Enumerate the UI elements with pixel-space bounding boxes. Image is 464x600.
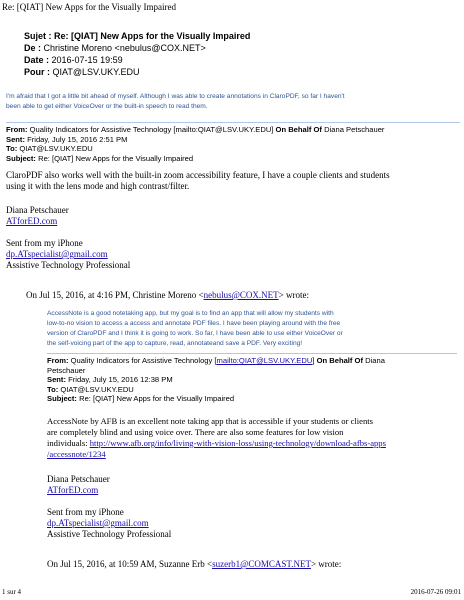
- from-label: De :: [24, 43, 42, 53]
- afb-link-cont[interactable]: /accessnote/1234: [47, 449, 106, 459]
- quote1-to: QIAT@LSV.UKY.EDU: [19, 144, 93, 153]
- quote2-to: QIAT@LSV.UKY.EDU: [60, 384, 134, 394]
- wrote1: On Jul 15, 2016, at 4:16 PM, Christine Moreno <nebulus@COX.NET> wrote:: [26, 290, 309, 300]
- quote2-sent: Friday, July 15, 2016 12:38 PM: [68, 375, 173, 384]
- quote2-on-behalf: On Behalf Of: [316, 356, 363, 365]
- sig2-site-link[interactable]: ATforED.com: [47, 485, 99, 495]
- quoted-line: the self-voicing part of the app to capture, read, annotateand save a PDF. Very exciting!: [47, 340, 303, 347]
- quote2-sent-label: Sent:: [47, 375, 66, 384]
- body1-line: ClaroPDF also works well with the built-in zoom accessibility feature, I have a couple clients and students: [6, 170, 390, 180]
- signature1: [6, 205, 130, 271]
- body1: [6, 170, 390, 192]
- signature2: [47, 474, 171, 540]
- sig2-title: Assistive Technology Professional: [47, 529, 172, 539]
- quote1-on-behalf: On Behalf Of: [275, 125, 322, 134]
- page-number: 1 sur 4: [2, 588, 22, 596]
- sig1-title: Assistive Technology Professional: [6, 260, 131, 270]
- body2-line: AccessNote by AFB is an excellent note taking app that is accessible if your students or clients: [47, 416, 374, 426]
- afb-link[interactable]: http://www.afb.org/info/living-with-vision-loss/using-technology/download-afbs-apps: [89, 438, 386, 448]
- quote1-from-label: From:: [6, 125, 28, 134]
- quote1-subject-label: Subject:: [6, 153, 36, 163]
- quoted-message: [47, 309, 343, 349]
- sig1-sent-from: Sent from my iPhone: [6, 238, 83, 248]
- sig2-email-link[interactable]: dp.ATspecialist@gmail.com: [47, 518, 149, 528]
- from-value: Christine Moreno <nebulus@COX.NET>: [43, 43, 206, 53]
- divider: [47, 353, 457, 354]
- body2: AccessNote by AFB is an excellent note taking app that is accessible if your students or clients are completely blind and using voice over. There are also some features for low vision individuals: http://www.afb.org/info/living-with-vision-loss/using-technology/download-afbs-apps /accessnote/1234: [47, 416, 386, 459]
- quote1-from: Quality Indicators for Assistive Technology [mailto:QIAT@LSV.UKY.EDU]: [29, 125, 274, 134]
- email-from-row: [24, 43, 206, 53]
- quote2-header: From: Quality Indicators for Assistive Technology [mailto:QIAT@LSV.UKY.EDU] On Behalf Of Diana Petschauer Sent: Friday, July 15, 2016 12:38 PM To: QIAT@LSV.UKY.EDU Subject: Re: [QIAT] New Apps for the Visually Impaired: [47, 356, 385, 403]
- quote1-sent-label: Sent:: [6, 134, 25, 144]
- page-header: Re: [QIAT] New Apps for the Visually Impaired: [2, 2, 177, 12]
- body1-line: using it with the lens mode and high contrast/filter.: [6, 181, 190, 191]
- intro-message: [6, 92, 345, 112]
- quote2-sender-b: Petschauer: [47, 365, 86, 375]
- email-to-row: [24, 67, 140, 77]
- date-label: Date :: [24, 55, 50, 65]
- divider: [6, 122, 460, 123]
- wrote2-email-link[interactable]: suzerb1@COMCAST.NET: [212, 559, 311, 569]
- subject-label: Sujet :: [24, 31, 52, 41]
- sig1-site-link[interactable]: ATforED.com: [6, 216, 58, 226]
- subject-value: Re: [QIAT] New Apps for the Visually Impaired: [54, 31, 251, 41]
- quoted-line: AccessNote is a good notetaking app, but my goal is to find an app that will allow my students with: [47, 310, 334, 317]
- quote1-subject: Re: [QIAT] New Apps for the Visually Impaired: [38, 153, 194, 163]
- body2-line: are completely blind and using voice over. There are also some features for low vision: [47, 427, 344, 437]
- email-subject-row: [24, 31, 250, 41]
- quote2-subject: Re: [QIAT] New Apps for the Visually Impaired: [79, 394, 235, 403]
- to-value: QIAT@LSV.UKY.EDU: [52, 67, 140, 77]
- quote2-subject-label: Subject:: [47, 394, 77, 403]
- quote1-to-label: To:: [6, 144, 18, 153]
- intro-line: I'm afraid that I got a little bit ahead of myself. Although I was able to create annotations in ClaroPDF, so far I haven't: [6, 93, 345, 100]
- wrote1-email-link[interactable]: nebulus@COX.NET: [203, 290, 279, 300]
- intro-line: been able to get either VoiceOver or the built-in speech to read them.: [6, 103, 208, 110]
- quote2-mailto-link[interactable]: mailto:QIAT@LSV.UKY.EDU: [216, 356, 313, 365]
- sig1-email-link[interactable]: dp.ATspecialist@gmail.com: [6, 249, 108, 259]
- quote1-sent: Friday, July 15, 2016 2:51 PM: [27, 134, 128, 144]
- quote2-from-label: From:: [47, 356, 69, 365]
- sig1-name: Diana Petschauer: [6, 205, 69, 215]
- print-timestamp: 2016-07-26 09:01: [410, 588, 461, 596]
- sig2-sent-from: Sent from my iPhone: [47, 507, 124, 517]
- to-label: Pour :: [24, 67, 50, 77]
- sig2-name: Diana Petschauer: [47, 474, 110, 484]
- date-value: 2016-07-15 19:59: [51, 55, 123, 65]
- wrote2: On Jul 15, 2016, at 10:59 AM, Suzanne Erb <suzerb1@COMCAST.NET> wrote:: [47, 559, 342, 569]
- quote1-sender: Diana Petschauer: [324, 125, 385, 134]
- quote2-to-label: To:: [47, 384, 59, 394]
- email-date-row: [24, 55, 123, 65]
- quoted-line: low-to-no vision to access a access and annotate PDF files. I have been playing around with the free: [47, 320, 341, 327]
- quoted-line: version of ClaroPDF and I think it is going to work. So far, I have been able to use either VoiceOver or: [47, 330, 343, 337]
- quote1-header: [6, 125, 384, 163]
